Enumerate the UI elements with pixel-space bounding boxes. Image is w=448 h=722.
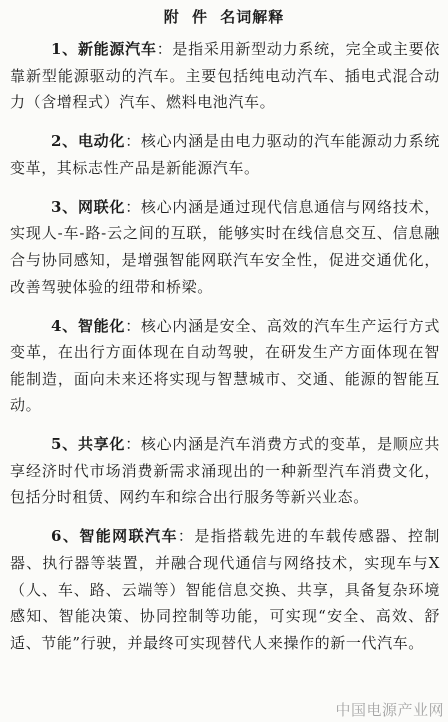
entry-definition: ：核心内涵是汽车消费方式的变革，是顺应共享经济时代市场消费新需求涌现出的一种新型汽车消费文化，包括分时租赁、网约车和综合出行服务等新兴业态。	[10, 435, 440, 507]
entry-definition: ：是指采用新型动力系统，完全或主要依靠新型能源驱动的汽车。主要包括纯电动汽车、插电式混合动力（含增程式）汽车、燃料电池汽车。	[10, 40, 440, 112]
definition-entry	[10, 128, 440, 181]
entry-number: 6、	[51, 527, 80, 546]
entry-definition: ：核心内涵是由电力驱动的汽车能源动力系统变革，其标志性产品是新能源汽车。	[10, 132, 440, 177]
entry-term: 新能源汽车	[77, 40, 157, 58]
entry-definition: ：核心内涵是通过现代信息通信与网络技术，实现人-车-路-云之间的互联，能够实时在线信息交互、信息融合与协同感知，是增强智能网联汽车安全性，促进交通优化，改善驾驶体验的纽带和桥梁。	[10, 197, 440, 296]
entry-definition: ：是指搭载先进的车载传感器、控制器、执行器等装置，并融合现代通信与网络技术，实现车与X（人、车、路、云端等）智能信息交换、共享，具备复杂环境感知、智能决策、协同控制等功能，可实现“安全、高效、舒适、节能”行驶，并最终可实现替代人来操作的新一代汽车。	[10, 527, 441, 652]
entry-number: 3、	[51, 197, 78, 216]
definition-entry	[10, 523, 440, 656]
entry-term: 网联化	[77, 197, 126, 216]
entry-definition: ：核心内涵是安全、高效的汽车生产运行方式变革，在出行方面体现在自动驾驶，在研发生产方面体现在智能制造，面向未来还将实现与智慧城市、交通、能源的智能互动。	[10, 316, 440, 415]
site-watermark: 中国电源产业网	[335, 701, 444, 719]
entry-term: 智能网联汽车	[79, 527, 178, 546]
entry-number: 5、	[51, 435, 78, 454]
definition-entry	[10, 431, 440, 511]
entry-number: 1、	[51, 40, 78, 58]
entry-number: 2、	[51, 132, 78, 151]
entry-number: 4、	[51, 316, 78, 335]
definition-entry	[10, 194, 440, 300]
definition-entry	[10, 313, 440, 419]
entry-term: 电动化	[77, 132, 126, 151]
entry-term: 共享化	[77, 435, 126, 454]
page-title: 附 件 名词解释	[163, 8, 285, 26]
definition-list	[10, 36, 440, 669]
definition-entry	[10, 36, 440, 116]
entry-term: 智能化	[77, 316, 126, 335]
